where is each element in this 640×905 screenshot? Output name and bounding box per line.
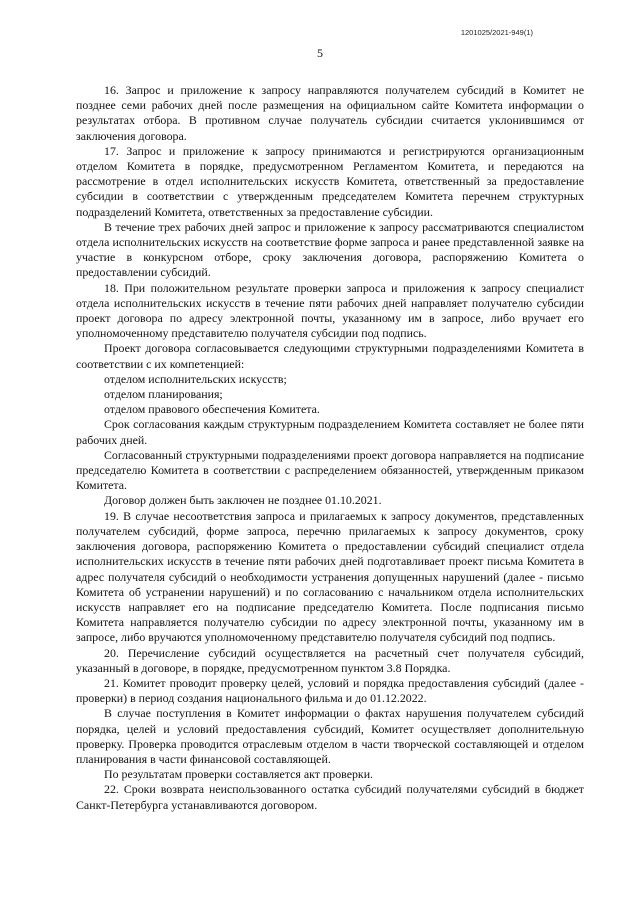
paragraph-signing: Согласованный структурными подразделениями проект договора направляется на подписание председателю Комитета в соответствии с распределением обязанностей, утвержденным приказом Комитета.: [76, 447, 584, 493]
list-item-performing-arts: отделом исполнительских искусств;: [104, 371, 287, 386]
paragraph-20: 20. Перечисление субсидий осуществляется на расчетный счет получателя субсидий, указанный в договоре, в порядке, предусмотренном пунктом 3.8 Порядка.: [76, 645, 584, 675]
paragraph-21-additional: В случае поступления в Комитет информации о фактах нарушения получателем субсидий порядка, целей и условий предоставления субсидий, Комитет осуществляет дополнительную проверку. Проверка проводится отраслевым отделом в части творческой составляющей и отделом планирования в части финансовой составляющей.: [76, 706, 584, 766]
document-body: [76, 83, 584, 813]
paragraph-approval-term: Срок согласования каждым структурным подразделением Комитета составляет не более пяти рабочих дней.: [76, 417, 584, 447]
paragraph-18-approval: Проект договора согласовывается следующими структурными подразделениями Комитета в соответствии с их компетенцией:: [76, 341, 584, 371]
page-number: 5: [317, 46, 323, 60]
paragraph-19: 19. В случае несоответствия запроса и прилагаемых к запросу документов, представленных получателем субсидий, форме запроса, перечню прилагаемых к запросу документов, сроку заключения договора, распоряжению Комитета о предоставлении субсидий специалист отдела исполнительских искусств в течение пяти рабочих дней подготавливает проект письма Комитета в адрес получателя субсидий о необходимости устранения допущенных нарушений (далее - письмо Комитета об устранении нарушений) и по согласованию с начальником отдела исполнительских искусств направляет его на подписание председателю Комитета. После подписания письмо Комитета направляется получателю субсидии по адресу электронной почты, указанному им в запросе, либо вручаются уполномоченному представителю получателя субсидий под подпись.: [76, 508, 584, 645]
paragraph-21-act: По результатам проверки составляется акт проверки.: [104, 767, 374, 782]
paragraph-18: 18. При положительном результате проверки запроса и приложения к запросу специалист отдела исполнительских искусств в течение пяти рабочих дней направляет получателю субсидии проект договора по адресу электронной почты, указанному им в запросе, либо вручает его уполномоченному представителю получателя субсидии под подпись.: [76, 280, 584, 341]
paragraph-22: 22. Сроки возврата неиспользованного остатка субсидий получателями субсидий в бюджет Санкт-Петербурга устанавливаются договором.: [76, 782, 584, 812]
paragraph-21: 21. Комитет проводит проверку целей, условий и порядка предоставления субсидий (далее - проверки) в период создания национального фильма и до 01.12.2022.: [76, 675, 584, 706]
paragraph-16: 16. Запрос и приложение к запросу направляются получателем субсидий в Комитет не позднее семи рабочих дней после размещения на официальном сайте Комитета информации о результатах отбора. В противном случае получатель субсидии считается уклонившимся от заключения договора.: [76, 83, 584, 143]
paragraph-contract-deadline: Договор должен быть заключен не позднее 01.10.2021.: [104, 493, 382, 508]
paragraph-17-review: В течение трех рабочих дней запрос и приложение к запросу рассматриваются специалистом отдела исполнительских искусств на соответствие форме запроса и ранее представленной заявке на участие в конкурсном отборе, сроку заключения договора, распоряжению Комитета о предоставлении субсидий.: [76, 219, 584, 280]
document-id: 1201025/2021-949(1): [460, 28, 533, 37]
list-item-planning: отделом планирования;: [104, 387, 223, 402]
paragraph-17: 17. Запрос и приложение к запросу принимаются и регистрируются организационным отделом Комитета в порядке, предусмотренном Регламентом Комитета, и передаются на рассмотрение в отдел исполнительских искусств Комитета, ответственный за предоставление субсидии в соответствии с утвержденным председателем Комитета перечнем структурных подразделений Комитета, ответственных за предоставление субсидии.: [76, 143, 584, 219]
list-item-legal: отделом правового обеспечения Комитета.: [104, 402, 320, 417]
